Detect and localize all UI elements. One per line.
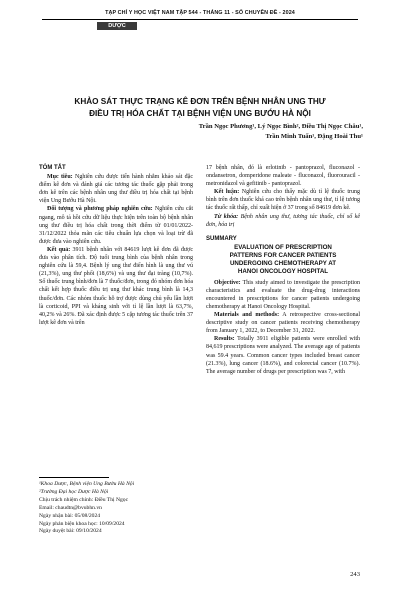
results-continuation: 17 bệnh nhân, đó là erlotinib - pantoprazol, fluconazol - ondansetron, domperidone maleate - fluconazol, fluorouracil - metronidazol và gefitinib - pantoprazol.	[206, 165, 360, 188]
left-column	[39, 164, 193, 327]
english-title-line-4: HANOI ONCOLOGY HOSPITAL	[237, 268, 329, 276]
header-rule	[42, 19, 358, 20]
english-title-line-3: UNDERGOING CHEMOTHERAPY AT	[229, 260, 337, 268]
title-line-2: ĐIỀU TRỊ HÓA CHẤT TẠI BỆNH VIỆN UNG BƯỚU HÀ NỘI	[89, 108, 311, 118]
en-methods-text: A retrospective cross-sectional descriptive study on cancer patients receiving chemotherapy from January 1, 2022, to December 31, 2022.	[206, 312, 361, 335]
results-paragraph	[39, 246, 193, 327]
author-email: Email: chaudtn@bvubhn.vn	[39, 504, 102, 511]
section-tag: DƯỢC	[97, 22, 137, 30]
accepted-date: Ngày duyệt bài: 09/10/2024	[39, 528, 102, 535]
summary-heading: SUMMARY	[206, 235, 237, 242]
en-results-text: Totally 3911 eligible patients were enrolled with 84,619 prescriptions were analyzed. The average age of patients was 59.4 years. Common cancer types included breast cancer (21.3%), lung cancer (18.6%), and colorectal cancer (10.7%). The average number of drugs per prescription was 7, with	[206, 336, 360, 375]
page-number: 243	[350, 571, 360, 578]
affiliation-2: ²Trường Đại học Dược Hà Nội	[39, 488, 109, 495]
keywords-text: Bệnh nhân ung thư, tương tác thuốc, chỉ số kê đơn, hóa trị	[206, 213, 360, 228]
affiliation-1: ¹Khoa Dược, Bệnh viện Ung Bướu Hà Nội	[39, 481, 135, 487]
methods-paragraph	[39, 205, 193, 245]
en-results-paragraph	[206, 335, 360, 375]
authors	[180, 122, 363, 142]
conclusion-paragraph	[206, 188, 360, 212]
received-date: Ngày nhận bài: 05/08/2024	[39, 512, 101, 519]
article-title	[40, 96, 360, 119]
methods-text: Nghiên cứu cắt ngang, mô tả hồi cứu dữ liệu thực hiện trên toàn bộ bệnh nhân ung thư điều trị hóa chất trong thời điểm từ 01/01/2022-31/12/2022 thỏa mãn các tiêu chuẩn lựa chọn và loại trừ đã được đưa vào nghiên cứu.	[39, 206, 193, 245]
authors-line-1: Trần Ngọc Phương¹, Lý Ngọc Bình², Điều Thị Ngọc Châu¹,	[198, 123, 363, 130]
corresponding-author: Chịu trách nhiệm chính: Điều Thị Ngọc	[39, 496, 129, 503]
results-label: Kết quả:	[47, 246, 71, 253]
results-text: 3911 bệnh nhân với 84619 lượt kê đơn đã được đưa vào phân tích. Độ tuổi trung bình của bệnh nhân trong nghiên cứu là 59,4. Bệnh lý ung thư điển hình là ung thư vú (21,3%), ung thư phổi (18,6%) và ung thư đại tràng (10,7%). Số thuốc trung bình/đơn là 7 thuốc/đơn, trong đó nhóm đơn hóa chất kết hợp thuốc điều trị ung thư khác trung bình là 14,3 thuốc/đơn. Các nhóm thuốc hỗ trợ được dùng chủ yếu lần lượt là corticoid, PPI và kháng sinh với tỉ lệ lần lượt là 63,7%, 40,2% và 26%. Đã xác định được 5 cặp tương tác thuốc trên 37 lượt kê đơn và trên	[39, 246, 193, 326]
objective-label: Mục tiêu:	[47, 174, 73, 181]
keywords-label: Từ khóa:	[214, 213, 239, 220]
en-methods-paragraph	[206, 311, 360, 335]
conclusion-label: Kết luận:	[214, 189, 240, 196]
authors-line-2: Trần Minh Tuấn¹, Đặng Hoài Thu¹	[265, 133, 363, 140]
footnote-rule	[39, 477, 109, 478]
en-methods-label: Materials and methods:	[214, 312, 280, 319]
english-title-line-2: PATTERNS FOR CANCER PATIENTS	[229, 252, 337, 260]
en-objective-paragraph	[206, 279, 360, 311]
footnotes	[39, 481, 193, 536]
en-objective-label: Objective:	[214, 279, 241, 286]
en-objective-text: This study aimed to investigate the prescription characteristics and evaluate the drug-drug interactions encountered in prescriptions for cancer patients undergoing chemotherapy at Hanoi Oncology Hospital.	[206, 279, 360, 310]
conclusion-text: Nghiên cứu cho thấy mặc dù tỉ lệ thuốc trung bình trên đơn thuốc khá cao trên bệnh nhân ung thư, tỉ lệ tương tác thuốc rất thấp, chỉ xuất hiện ở 37 trong số 84619 đơn kê.	[206, 189, 360, 212]
methods-label: Đối tượng và phương pháp nghiên cứu:	[47, 206, 153, 213]
abstract-heading: TÓM TẮT	[39, 165, 66, 171]
right-column	[206, 164, 360, 376]
english-title	[206, 244, 360, 277]
title-line-1: KHẢO SÁT THỰC TRẠNG KÊ ĐƠN TRÊN BỆNH NHÂN UNG THƯ	[74, 97, 326, 106]
objective-text: Nghiên cứu được tiến hành nhằm khảo sát đặc điểm kê đơn và đánh giá các tương tác thuốc gặp phải trong đơn kê trên các bệnh nhân ung thư điều trị hóa chất tại bệnh viện Ung Bướu Hà Nội.	[39, 174, 194, 205]
english-title-line-1: EVALUATION OF PRESCRIPTION	[234, 243, 332, 251]
keywords-paragraph	[206, 213, 360, 229]
journal-header: TẠP CHÍ Y HỌC VIỆT NAM TẬP 544 - THÁNG 11 - SỐ CHUYÊN ĐỀ - 2024	[105, 10, 295, 16]
review-date: Ngày phản biện khoa học: 10/09/2024	[39, 520, 125, 527]
objective-paragraph	[39, 173, 193, 205]
en-results-label: Results:	[214, 336, 235, 343]
